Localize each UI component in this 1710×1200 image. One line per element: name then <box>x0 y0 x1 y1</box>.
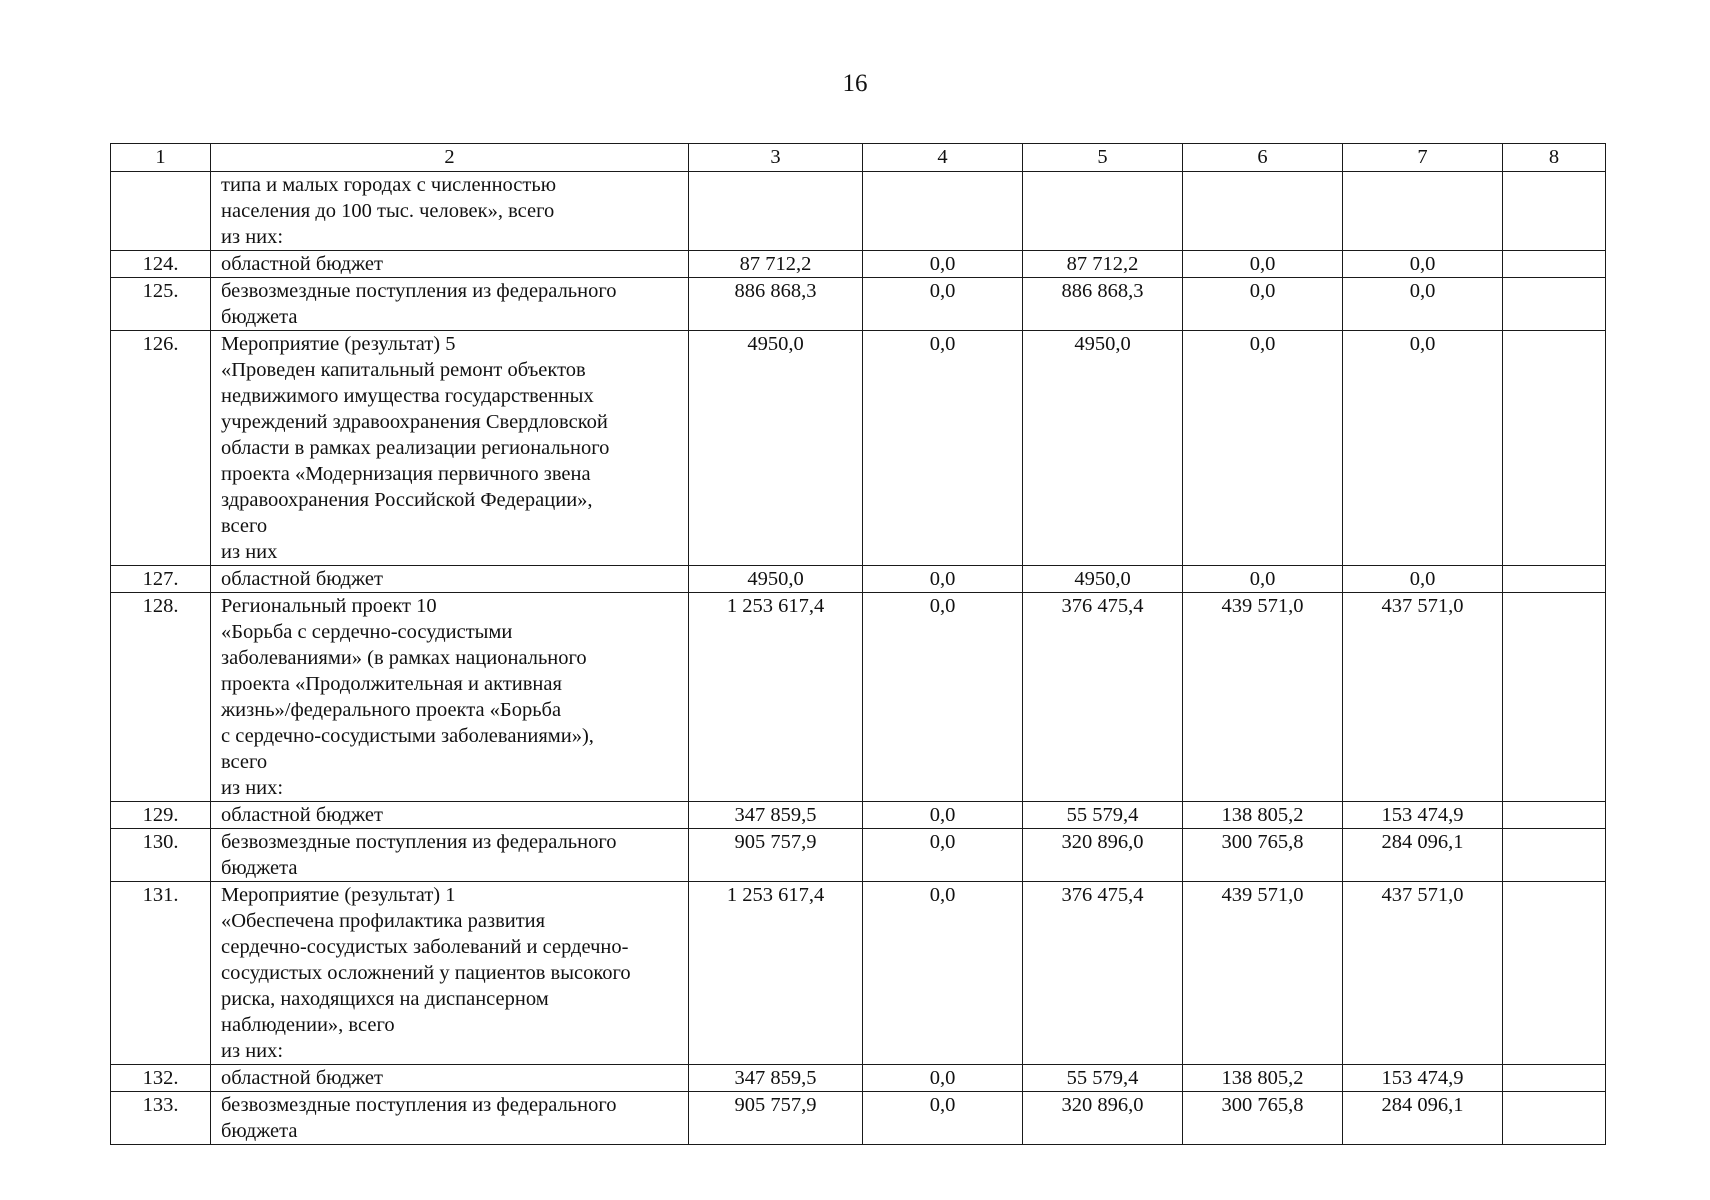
value-cell-5: 886 868,3 <box>1023 278 1183 331</box>
value-cell-5: 376 475,4 <box>1023 593 1183 802</box>
value-cell-5 <box>1023 172 1183 251</box>
description-cell: областной бюджет <box>211 566 689 593</box>
column-header: 5 <box>1023 144 1183 172</box>
table-row <box>111 251 1606 278</box>
value-cell-6: 0,0 <box>1183 566 1343 593</box>
value-cell-4: 0,0 <box>863 251 1023 278</box>
description-cell: типа и малых городах с численностью населения до 100 тыс. человек», всего из них: <box>211 172 689 251</box>
budget-table <box>110 143 1606 1145</box>
value-cell-6: 0,0 <box>1183 331 1343 566</box>
value-cell-7 <box>1343 172 1503 251</box>
value-cell-4: 0,0 <box>863 1092 1023 1145</box>
row-number-cell: 129. <box>111 802 211 829</box>
value-cell-6: 300 765,8 <box>1183 829 1343 882</box>
value-cell-7: 284 096,1 <box>1343 829 1503 882</box>
row-number-cell: 133. <box>111 1092 211 1145</box>
row-number-cell: 132. <box>111 1065 211 1092</box>
value-cell-7: 437 571,0 <box>1343 593 1503 802</box>
row-number-cell: 125. <box>111 278 211 331</box>
value-cell-7: 0,0 <box>1343 331 1503 566</box>
value-cell-7: 0,0 <box>1343 251 1503 278</box>
description-cell: безвозмездные поступления из федерального бюджета <box>211 278 689 331</box>
value-cell-8 <box>1503 172 1606 251</box>
table-row <box>111 1065 1606 1092</box>
description-cell: безвозмездные поступления из федерального бюджета <box>211 829 689 882</box>
value-cell-4: 0,0 <box>863 882 1023 1065</box>
row-number-cell: 131. <box>111 882 211 1065</box>
table-row <box>111 593 1606 802</box>
value-cell-7: 437 571,0 <box>1343 882 1503 1065</box>
table-row <box>111 331 1606 566</box>
value-cell-5: 55 579,4 <box>1023 802 1183 829</box>
value-cell-8 <box>1503 566 1606 593</box>
column-header: 6 <box>1183 144 1343 172</box>
value-cell-8 <box>1503 593 1606 802</box>
value-cell-8 <box>1503 1092 1606 1145</box>
value-cell-6: 300 765,8 <box>1183 1092 1343 1145</box>
value-cell-4: 0,0 <box>863 278 1023 331</box>
value-cell-3: 4950,0 <box>689 331 863 566</box>
value-cell-7: 153 474,9 <box>1343 802 1503 829</box>
value-cell-3: 4950,0 <box>689 566 863 593</box>
description-cell: безвозмездные поступления из федерального бюджета <box>211 1092 689 1145</box>
value-cell-8 <box>1503 251 1606 278</box>
row-number-cell: 130. <box>111 829 211 882</box>
value-cell-8 <box>1503 331 1606 566</box>
value-cell-8 <box>1503 1065 1606 1092</box>
table-row <box>111 882 1606 1065</box>
value-cell-4: 0,0 <box>863 802 1023 829</box>
value-cell-5: 320 896,0 <box>1023 829 1183 882</box>
value-cell-3: 905 757,9 <box>689 1092 863 1145</box>
value-cell-5: 320 896,0 <box>1023 1092 1183 1145</box>
page-number: 16 <box>842 70 868 97</box>
value-cell-6: 439 571,0 <box>1183 882 1343 1065</box>
value-cell-3: 1 253 617,4 <box>689 882 863 1065</box>
value-cell-4: 0,0 <box>863 1065 1023 1092</box>
row-number-cell <box>111 172 211 251</box>
value-cell-4: 0,0 <box>863 331 1023 566</box>
value-cell-8 <box>1503 829 1606 882</box>
value-cell-3: 905 757,9 <box>689 829 863 882</box>
value-cell-8 <box>1503 882 1606 1065</box>
value-cell-6: 138 805,2 <box>1183 802 1343 829</box>
column-header: 8 <box>1503 144 1606 172</box>
value-cell-3: 347 859,5 <box>689 1065 863 1092</box>
value-cell-3: 87 712,2 <box>689 251 863 278</box>
table-row <box>111 566 1606 593</box>
value-cell-3: 1 253 617,4 <box>689 593 863 802</box>
table-row <box>111 802 1606 829</box>
value-cell-5: 4950,0 <box>1023 566 1183 593</box>
value-cell-6: 138 805,2 <box>1183 1065 1343 1092</box>
value-cell-7: 153 474,9 <box>1343 1065 1503 1092</box>
value-cell-7: 0,0 <box>1343 566 1503 593</box>
table-row <box>111 278 1606 331</box>
value-cell-4 <box>863 172 1023 251</box>
column-number-row <box>111 144 1606 172</box>
row-number-cell: 126. <box>111 331 211 566</box>
table-row <box>111 1092 1606 1145</box>
value-cell-7: 284 096,1 <box>1343 1092 1503 1145</box>
description-cell: Мероприятие (результат) 1 «Обеспечена профилактика развития сердечно-сосудистых заболеваний и сердечно- сосудистых осложнений у пациентов высокого риска, находящихся на диспансерном наблюдении», всего из них: <box>211 882 689 1065</box>
description-cell: областной бюджет <box>211 802 689 829</box>
column-header: 3 <box>689 144 863 172</box>
value-cell-4: 0,0 <box>863 593 1023 802</box>
value-cell-7: 0,0 <box>1343 278 1503 331</box>
value-cell-6: 439 571,0 <box>1183 593 1343 802</box>
description-cell: Региональный проект 10 «Борьба с сердечно-сосудистыми заболеваниями» (в рамках национального проекта «Продолжительная и активная жизнь»/федерального проекта «Борьба с сердечно-сосудистыми заболеваниями»), всего из них: <box>211 593 689 802</box>
column-header: 4 <box>863 144 1023 172</box>
value-cell-6: 0,0 <box>1183 251 1343 278</box>
column-header: 7 <box>1343 144 1503 172</box>
table-row <box>111 172 1606 251</box>
table-row <box>111 829 1606 882</box>
value-cell-3 <box>689 172 863 251</box>
description-cell: областной бюджет <box>211 251 689 278</box>
value-cell-6 <box>1183 172 1343 251</box>
value-cell-8 <box>1503 802 1606 829</box>
value-cell-6: 0,0 <box>1183 278 1343 331</box>
value-cell-5: 55 579,4 <box>1023 1065 1183 1092</box>
value-cell-8 <box>1503 278 1606 331</box>
value-cell-4: 0,0 <box>863 566 1023 593</box>
column-header: 1 <box>111 144 211 172</box>
description-cell: областной бюджет <box>211 1065 689 1092</box>
value-cell-5: 4950,0 <box>1023 331 1183 566</box>
value-cell-5: 87 712,2 <box>1023 251 1183 278</box>
value-cell-5: 376 475,4 <box>1023 882 1183 1065</box>
row-number-cell: 127. <box>111 566 211 593</box>
column-header: 2 <box>211 144 689 172</box>
row-number-cell: 124. <box>111 251 211 278</box>
row-number-cell: 128. <box>111 593 211 802</box>
value-cell-3: 347 859,5 <box>689 802 863 829</box>
value-cell-3: 886 868,3 <box>689 278 863 331</box>
value-cell-4: 0,0 <box>863 829 1023 882</box>
description-cell: Мероприятие (результат) 5 «Проведен капитальный ремонт объектов недвижимого имущества государственных учреждений здравоохранения Свердловской области в рамках реализации регионального проекта «Модернизация первичного звена здравоохранения Российской Федерации», всего из них <box>211 331 689 566</box>
